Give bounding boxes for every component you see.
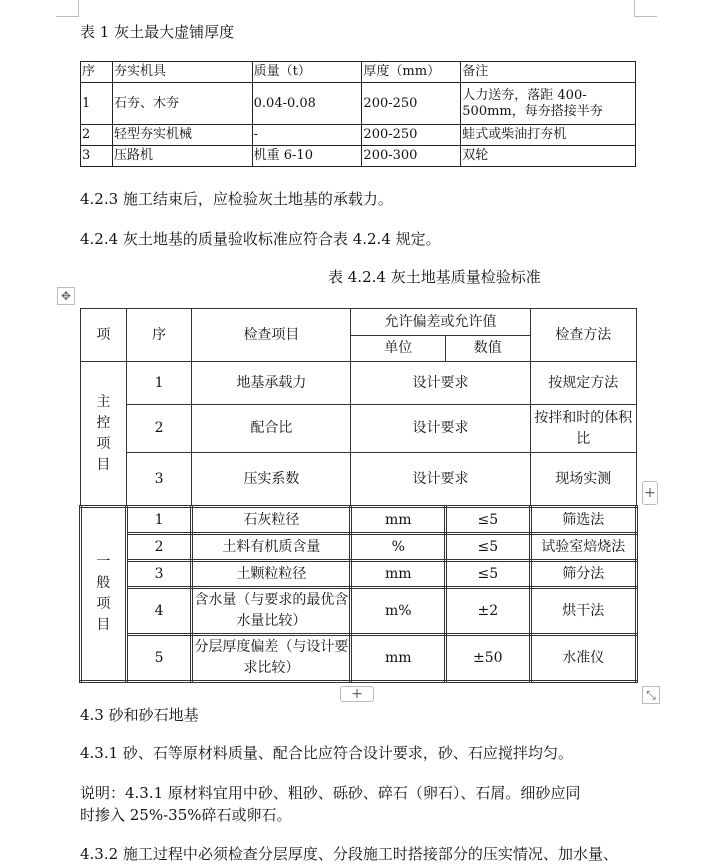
table-move-handle[interactable]: ✥ bbox=[57, 287, 75, 305]
header-tool: 夯实机具 bbox=[112, 62, 252, 83]
header-allowance: 允许偏差或允许值 bbox=[351, 309, 530, 336]
cell-value: ≤5 bbox=[445, 534, 530, 561]
cell-allowance: 设计要求 bbox=[351, 405, 530, 453]
cell-method: 水准仪 bbox=[530, 635, 636, 682]
paragraph-4-3-2: 4.3.2 施工过程中必须检查分层厚度、分段施工时搭接部分的压实情况、加水量、 bbox=[80, 845, 618, 863]
paragraph-4-2-3: 4.2.3 施工结束后，应检验灰土地基的承载力。 bbox=[80, 190, 393, 208]
note-4-3-1-line1: 说明：4.3.1 原材料宜用中砂、粗砂、砾砂、碎石（卵石）、石屑。细砂应同 bbox=[80, 784, 581, 802]
cell-check-item: 土颗粒粒径 bbox=[192, 561, 351, 588]
cell-remark: 双轮 bbox=[461, 146, 636, 167]
paragraph-4-2-4: 4.2.4 灰土地基的质量验收标准应符合表 4.2.4 规定。 bbox=[80, 230, 441, 248]
cell-value: ±2 bbox=[445, 588, 530, 635]
header-item: 项 bbox=[81, 309, 127, 362]
group-main-control: 主 控 项 目 bbox=[81, 362, 127, 507]
cell-seq: 4 bbox=[126, 588, 192, 635]
cell-thickness: 200-300 bbox=[362, 146, 461, 167]
header-remark: 备注 bbox=[461, 62, 636, 83]
cell-unit: m% bbox=[351, 588, 446, 635]
cell-tool: 轻型夯实机械 bbox=[112, 125, 252, 146]
table-header-row bbox=[81, 62, 636, 83]
cell-seq: 1 bbox=[81, 83, 113, 125]
cell-seq: 3 bbox=[126, 561, 192, 588]
cell-seq: 2 bbox=[126, 534, 192, 561]
cell-method: 按拌和时的体积比 bbox=[530, 405, 636, 453]
note-4-3-1-line2: 时掺入 25%-35%碎石或卵石。 bbox=[80, 806, 292, 824]
cell-allowance: 设计要求 bbox=[351, 362, 530, 405]
header-mass: 质量（t） bbox=[252, 62, 362, 83]
quality-standard-table bbox=[79, 308, 638, 683]
paragraph-4-3-1: 4.3.1 砂、石等原材料质量、配合比应符合设计要求，砂、石应搅拌均匀。 bbox=[80, 744, 573, 762]
cell-remark: 人力送夯，落距 400-500mm，每夯搭接半夯 bbox=[461, 83, 636, 125]
cell-unit: % bbox=[351, 534, 446, 561]
cell-unit: mm bbox=[351, 635, 446, 682]
cell-method: 试验室焙烧法 bbox=[530, 534, 636, 561]
cell-seq: 1 bbox=[126, 362, 192, 405]
cell-method: 按规定方法 bbox=[530, 362, 636, 405]
cell-method: 现场实测 bbox=[530, 453, 636, 507]
cell-value: ±50 bbox=[445, 635, 530, 682]
table-resize-handle[interactable]: ⤡ bbox=[642, 686, 660, 704]
cell-method: 筛选法 bbox=[530, 507, 636, 534]
header-thickness: 厚度（mm） bbox=[362, 62, 461, 83]
heading-4-3: 4.3 砂和砂石地基 bbox=[80, 706, 199, 724]
table1-caption: 表 1 灰土最大虚铺厚度 bbox=[80, 23, 235, 41]
header-method: 检查方法 bbox=[530, 309, 636, 362]
add-column-button[interactable]: + bbox=[642, 481, 658, 505]
cell-unit: mm bbox=[351, 561, 446, 588]
cell-method: 烘干法 bbox=[530, 588, 636, 635]
cell-tool: 压路机 bbox=[112, 146, 252, 167]
cell-mass: 机重 6-10 bbox=[252, 146, 362, 167]
cell-value: ≤5 bbox=[445, 507, 530, 534]
cell-allowance: 设计要求 bbox=[351, 453, 530, 507]
table-row bbox=[81, 83, 636, 125]
cell-seq: 3 bbox=[126, 453, 192, 507]
cell-mass: - bbox=[252, 125, 362, 146]
cell-seq: 2 bbox=[81, 125, 113, 146]
header-value: 数值 bbox=[445, 336, 530, 362]
header-check-item: 检查项目 bbox=[192, 309, 351, 362]
add-row-button[interactable]: + bbox=[340, 686, 374, 702]
cell-tool: 石夯、木夯 bbox=[112, 83, 252, 125]
cell-remark: 蛙式或柴油打夯机 bbox=[461, 125, 636, 146]
group-general: 一 般 项 目 bbox=[81, 507, 127, 682]
cell-check-item: 土料有机质含量 bbox=[192, 534, 351, 561]
header-seq: 序 bbox=[126, 309, 192, 362]
header-seq: 序 bbox=[81, 62, 113, 83]
cell-check-item: 地基承载力 bbox=[192, 362, 351, 405]
table-row bbox=[81, 146, 636, 167]
crop-mark-top-right bbox=[634, 0, 657, 17]
cell-seq: 3 bbox=[81, 146, 113, 167]
cell-thickness: 200-250 bbox=[362, 83, 461, 125]
table-row bbox=[81, 125, 636, 146]
cell-unit: mm bbox=[351, 507, 446, 534]
cell-thickness: 200-250 bbox=[362, 125, 461, 146]
cell-check-item: 含水量（与要求的最优含水量比较） bbox=[192, 588, 351, 635]
table2-caption: 表 4.2.4 灰土地基质量检验标准 bbox=[328, 268, 541, 286]
cell-check-item: 压实系数 bbox=[192, 453, 351, 507]
cell-check-item: 分层厚度偏差（与设计要求比较） bbox=[192, 635, 351, 682]
cell-seq: 5 bbox=[126, 635, 192, 682]
crop-mark-top-left bbox=[56, 0, 79, 17]
thickness-table bbox=[80, 61, 636, 167]
cell-mass: 0.04-0.08 bbox=[252, 83, 362, 125]
cell-check-item: 配合比 bbox=[192, 405, 351, 453]
header-unit: 单位 bbox=[351, 336, 446, 362]
cell-value: ≤5 bbox=[445, 561, 530, 588]
cell-check-item: 石灰粒径 bbox=[192, 507, 351, 534]
cell-method: 筛分法 bbox=[530, 561, 636, 588]
cell-seq: 1 bbox=[126, 507, 192, 534]
cell-seq: 2 bbox=[126, 405, 192, 453]
